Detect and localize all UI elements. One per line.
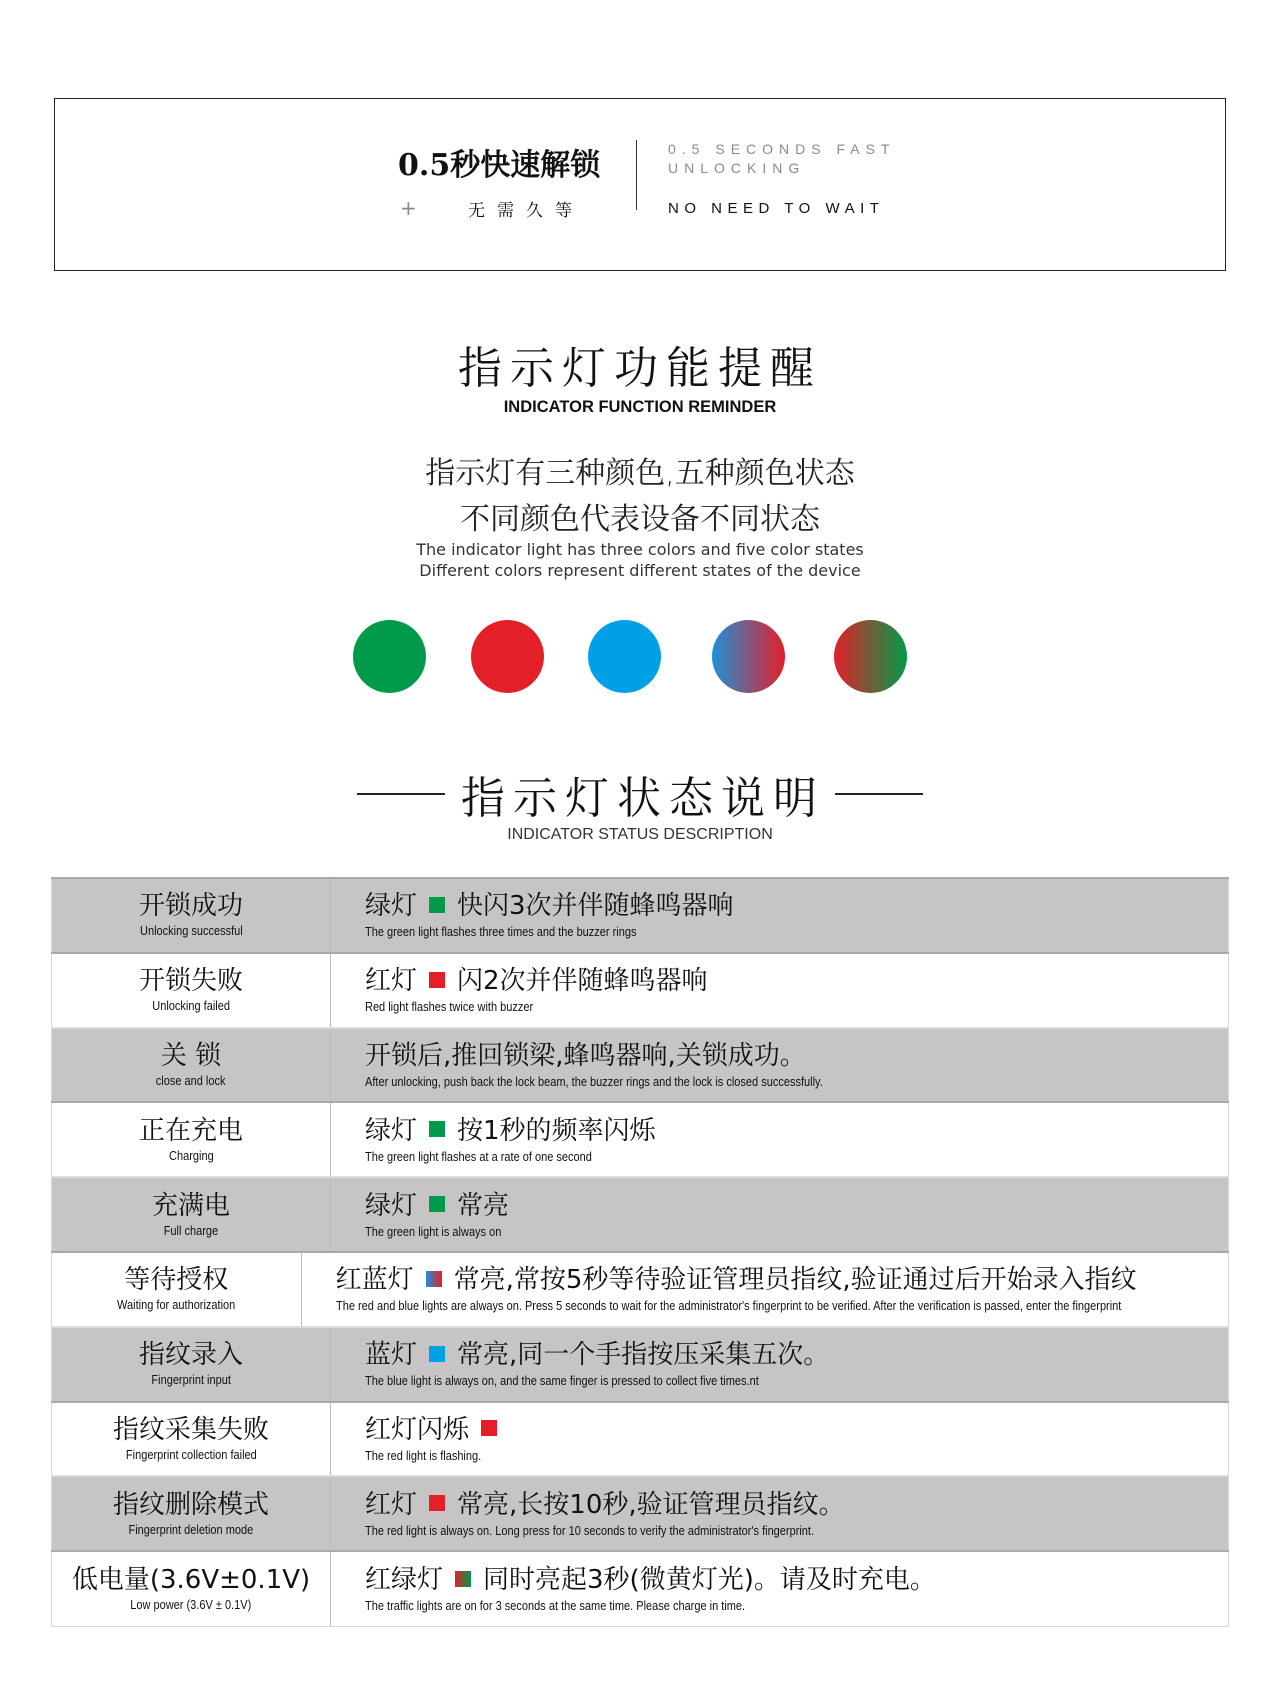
- section-title-function-reminder: 指示灯功能提醒: [458, 343, 822, 394]
- red-swatch-icon: [429, 972, 445, 988]
- state-description-text: 常亮,长按10秒,验证管理员指纹。: [457, 1489, 845, 1520]
- state-description-cn: [365, 1563, 1228, 1597]
- banner-title: 0.5秒快速解锁: [398, 148, 601, 183]
- state-description-text: 同时亮起3秒(微黄灯光)。请及时充电。: [483, 1565, 936, 1596]
- state-label-cn: 充满电: [151, 1190, 230, 1221]
- header-banner-box: [54, 98, 1226, 271]
- state-label-en: Unlocking failed: [152, 999, 230, 1014]
- state-label-en: Unlocking successful: [139, 924, 243, 939]
- table-row: [51, 1029, 1229, 1104]
- banner-english-title: 0.5 SECONDS FAST UNLOCKING: [668, 141, 896, 176]
- green-light-circle-icon: [353, 620, 426, 693]
- state-label-en: Full charge: [163, 1223, 219, 1238]
- table-row: [51, 1103, 1229, 1178]
- state-label-cn: 开锁失败: [138, 966, 243, 997]
- state-description-cn: [365, 1039, 1228, 1073]
- plus-icon: +: [400, 196, 417, 220]
- light-name: 蓝灯: [365, 1340, 418, 1371]
- description-cn-line-2: 不同颜色代表设备不同状态: [460, 502, 820, 537]
- state-description-text: 常亮,常按5秒等待验证管理员指纹,验证通过后开始录入指纹: [453, 1265, 1137, 1296]
- light-name: 红灯: [365, 1489, 418, 1520]
- state-label-en: Charging: [168, 1148, 214, 1163]
- state-description-en: The green light is always on: [365, 1224, 502, 1239]
- green-swatch-icon: [429, 1196, 445, 1212]
- banner-subtitle: 无需久等: [468, 201, 584, 221]
- red-swatch-icon: [429, 1495, 445, 1511]
- section-subtitle-function-reminder: INDICATOR FUNCTION REMINDER: [503, 398, 777, 416]
- state-label-cell: [51, 1403, 331, 1476]
- state-label-cell: [51, 1029, 331, 1102]
- table-row: [51, 879, 1229, 954]
- state-description-en: The blue light is always on, and the same finger is pressed to collect five times.nt: [365, 1374, 759, 1389]
- state-description-cell: [302, 1253, 1229, 1326]
- state-description-cell: [331, 1403, 1229, 1476]
- red-light-circle-icon: [471, 620, 544, 693]
- state-description-cn: [365, 1488, 1228, 1522]
- state-description-en: The traffic lights are on for 3 seconds at the same time. Please charge in time.: [365, 1599, 746, 1614]
- table-row: [51, 1178, 1229, 1253]
- banner-divider: [636, 140, 637, 210]
- state-description-en: The green light flashes at a rate of one second: [365, 1149, 592, 1164]
- state-description-cn: [365, 1413, 1228, 1447]
- table-row: [51, 1253, 1229, 1328]
- light-name: 绿灯: [365, 1190, 418, 1221]
- state-label-cell: [51, 1178, 331, 1251]
- state-description-cell: [331, 1552, 1229, 1626]
- state-description-cell: [331, 1328, 1229, 1401]
- table-row: [51, 1477, 1229, 1552]
- state-label-en: Fingerprint collection failed: [125, 1447, 257, 1462]
- blue-red-swatch-icon: [426, 1271, 442, 1287]
- state-label-cn: 关 锁: [160, 1040, 222, 1071]
- state-description-en: The red light is always on. Long press for 10 seconds to verify the administrator's fingerprint.: [365, 1523, 815, 1538]
- state-description-text: 按1秒的频率闪烁: [457, 1115, 656, 1146]
- description-en-line-1: The indicator light has three colors and five color states: [416, 540, 864, 559]
- state-description-text: 开锁后,推回锁梁,蜂鸣器响,关锁成功。: [365, 1040, 806, 1071]
- green-swatch-icon: [429, 1121, 445, 1137]
- state-description-en: The green light flashes three times and the buzzer rings: [365, 925, 637, 940]
- table-row: [51, 1403, 1229, 1478]
- state-label-en: Waiting for authorization: [117, 1298, 236, 1313]
- state-description-en: Red light flashes twice with buzzer: [365, 1000, 534, 1015]
- state-description-cn: [365, 1338, 1228, 1372]
- light-name: 红绿灯: [365, 1565, 444, 1596]
- blue-swatch-icon: [429, 1346, 445, 1362]
- state-description-text: 常亮,同一个手指按压采集五次。: [457, 1340, 830, 1371]
- state-description-en: The red light is flashing.: [365, 1448, 482, 1463]
- heading-right-rule: [835, 793, 923, 795]
- heading-left-rule: [357, 793, 445, 795]
- section-heading-status: [0, 762, 1280, 826]
- blue-red-light-circle-icon: [712, 620, 785, 693]
- state-label-en: Fingerprint deletion mode: [128, 1522, 254, 1537]
- state-description-text: 常亮: [457, 1190, 510, 1221]
- state-label-cn: 低电量(3.6V±0.1V): [71, 1565, 311, 1596]
- light-name: 绿灯: [365, 1115, 418, 1146]
- state-description-cn: [365, 1189, 1228, 1223]
- status-table: [51, 877, 1229, 1627]
- state-description-en: The red and blue lights are always on. Press 5 seconds to wait for the administrator's fingerprint to be verified. After the verification is passed, enter the fingerprint: [335, 1299, 1121, 1314]
- state-label-cell: [51, 1328, 331, 1401]
- green-swatch-icon: [429, 897, 445, 913]
- table-row: [51, 954, 1229, 1029]
- state-description-cn: [365, 889, 1228, 923]
- table-row: [51, 1552, 1229, 1627]
- red-swatch-icon: [481, 1420, 497, 1436]
- state-label-cell: [51, 1103, 331, 1176]
- state-description-text: 快闪3次并伴随蜂鸣器响: [457, 891, 734, 922]
- section-subtitle-status-description: INDICATOR STATUS DESCRIPTION: [507, 826, 773, 843]
- state-description-cell: [331, 1477, 1229, 1550]
- banner-english-subtitle: NO NEED TO WAIT: [668, 200, 885, 217]
- light-name: 绿灯: [365, 891, 418, 922]
- table-row: [51, 1328, 1229, 1403]
- light-name: 红灯: [365, 966, 418, 997]
- state-label-cn: 开锁成功: [138, 891, 243, 922]
- state-label-cn: 正在充电: [138, 1115, 243, 1146]
- light-name: 红蓝灯: [335, 1265, 414, 1296]
- state-description-cell: [331, 954, 1229, 1027]
- state-description-cell: [331, 879, 1229, 952]
- state-label-cell: [51, 1253, 302, 1326]
- description-en-line-2: Different colors represent different states of the device: [419, 561, 861, 580]
- state-description-cell: [331, 1178, 1229, 1251]
- state-description-cn: [365, 964, 1228, 998]
- description-cn-line-1: 指示灯有三种颜色,五种颜色状态: [425, 456, 855, 491]
- state-label-cell: [51, 1477, 331, 1550]
- state-description-cn: [336, 1263, 1228, 1297]
- state-label-cell: [51, 879, 331, 952]
- state-label-en: Fingerprint input: [151, 1373, 231, 1388]
- state-description-cn: [365, 1114, 1228, 1148]
- red-green-light-circle-icon: [834, 620, 907, 693]
- light-name: 红灯闪烁: [365, 1414, 470, 1445]
- state-description-cell: [331, 1029, 1229, 1102]
- state-label-cell: [51, 1552, 331, 1626]
- state-description-en: After unlocking, push back the lock beam, the buzzer rings and the lock is closed successfully.: [365, 1074, 823, 1089]
- section-title-status-description: 指示灯状态说明: [461, 773, 825, 824]
- state-label-en: Low power (3.6V ± 0.1V): [130, 1598, 252, 1613]
- blue-light-circle-icon: [588, 620, 661, 693]
- state-label-en: close and lock: [156, 1073, 226, 1088]
- state-label-cell: [51, 954, 331, 1027]
- state-label-cn: 指纹采集失败: [112, 1414, 269, 1445]
- state-description-cell: [331, 1103, 1229, 1176]
- state-label-cn: 指纹录入: [138, 1340, 243, 1371]
- state-description-text: 闪2次并伴随蜂鸣器响: [457, 966, 708, 997]
- state-label-cn: 指纹删除模式: [112, 1489, 269, 1520]
- red-green-swatch-icon: [455, 1571, 471, 1587]
- state-label-cn: 等待授权: [124, 1265, 229, 1296]
